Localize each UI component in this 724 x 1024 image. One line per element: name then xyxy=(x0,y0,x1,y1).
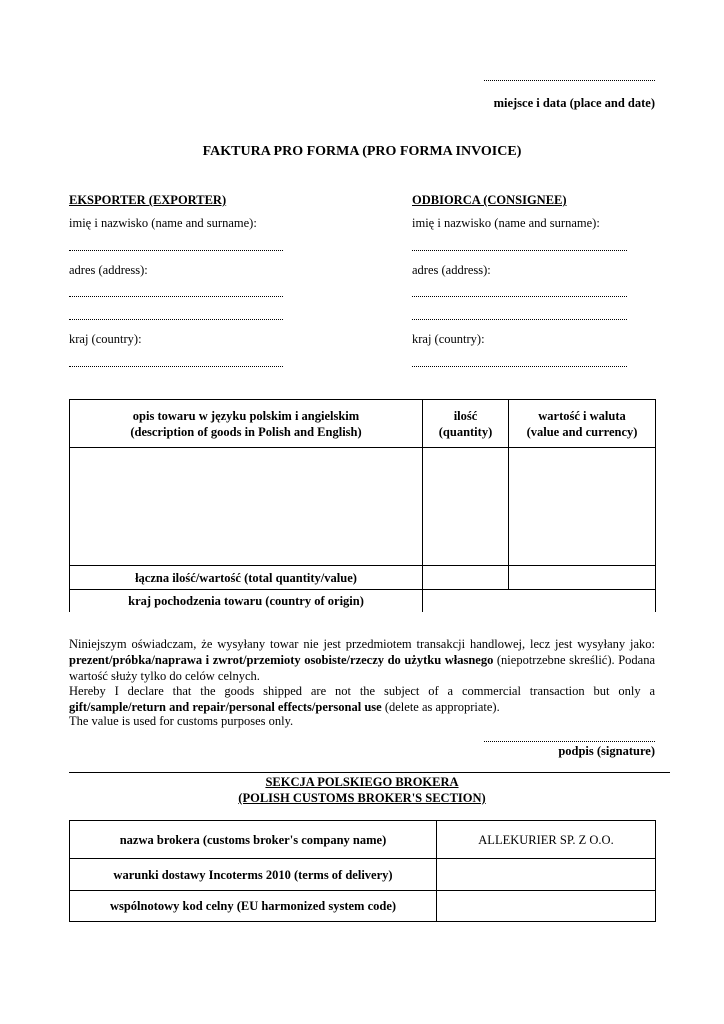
declaration-polish xyxy=(69,636,655,684)
origin-value-cell[interactable] xyxy=(423,590,655,612)
declaration-pl-text-1: Niniejszym oświadczam, że wysyłany towar nie jest przedmiotem transakcji handlowej, lecz jest wysyłany jako: xyxy=(69,637,655,651)
broker-heading-pl: SEKCJA POLSKIEGO BROKERA xyxy=(265,775,459,789)
goods-value-cell[interactable] xyxy=(509,448,655,565)
goods-header-value-line1: wartość i waluta xyxy=(538,408,626,423)
declaration-english xyxy=(69,683,655,715)
broker-heading-en: (POLISH CUSTOMS BROKER'S SECTION) xyxy=(238,791,486,805)
consignee-name-label: imię i nazwisko (name and surname): xyxy=(412,216,600,230)
consignee-heading: ODBIORCA (CONSIGNEE) xyxy=(412,193,567,207)
consignee-name-field[interactable] xyxy=(412,250,627,251)
page-title: FAKTURA PRO FORMA (PRO FORMA INVOICE) xyxy=(202,144,522,159)
broker-name-value[interactable]: ALLEKURIER SP. Z O.O. xyxy=(478,832,614,847)
exporter-country-label: kraj (country): xyxy=(69,332,142,346)
consignee-address-label: adres (address): xyxy=(412,263,491,277)
goods-header-description-line2: (description of goods in Polish and English) xyxy=(130,424,362,439)
goods-header-quantity xyxy=(423,400,508,447)
goods-header-quantity-line2: (quantity) xyxy=(438,424,493,439)
exporter-country-field[interactable] xyxy=(69,366,283,367)
place-date-field[interactable] xyxy=(484,80,655,81)
declaration-en-text-1: Hereby I declare that the goods shipped are not the subject of a commercial transaction but only a xyxy=(69,684,655,698)
section-divider xyxy=(69,772,670,773)
total-value-cell[interactable] xyxy=(509,566,655,589)
total-quantity-cell[interactable] xyxy=(423,566,508,589)
broker-row-label: nazwa brokera (customs broker's company name) xyxy=(119,832,387,847)
declaration-pl-options: prezent/próbka/naprawa i zwrot/przemioty osobiste/rzeczy do użytku własnego xyxy=(69,653,494,667)
declaration-en-options: gift/sample/return and repair/personal effects/personal use xyxy=(69,700,382,714)
table-line xyxy=(655,399,656,612)
exporter-address-field-1[interactable] xyxy=(69,296,283,297)
goods-header-value-line2: (value and currency) xyxy=(526,424,638,439)
consignee-country-label: kraj (country): xyxy=(412,332,485,346)
goods-header-value xyxy=(509,400,655,447)
signature-field[interactable] xyxy=(484,741,655,742)
place-date-label: miejsce i data (place and date) xyxy=(493,96,655,110)
goods-quantity-cell[interactable] xyxy=(423,448,508,565)
goods-description-cell[interactable] xyxy=(70,448,422,565)
broker-row-label: warunki dostawy Incoterms 2010 (terms of delivery) xyxy=(113,867,393,882)
exporter-address-field-2[interactable] xyxy=(69,319,283,320)
table-line xyxy=(655,820,656,922)
consignee-address-field-1[interactable] xyxy=(412,296,627,297)
signature-label: podpis (signature) xyxy=(558,744,655,758)
declaration-pl-text-2: (niepotrzebne skreślić). Podana wartość służy tylko do celów celnych. xyxy=(69,653,655,683)
consignee-address-field-2[interactable] xyxy=(412,319,627,320)
origin-label: kraj pochodzenia towaru (country of origin) xyxy=(128,594,364,608)
exporter-address-label: adres (address): xyxy=(69,263,148,277)
declaration-en-text-2: (delete as appropriate). xyxy=(381,700,500,714)
table-line xyxy=(69,921,656,922)
goods-header-description-line1: opis towaru w języku polskim i angielskim xyxy=(132,408,360,423)
incoterms-value[interactable] xyxy=(437,859,655,890)
consignee-country-field[interactable] xyxy=(412,366,627,367)
total-label: łączna ilość/wartość (total quantity/value) xyxy=(135,570,357,585)
exporter-name-label: imię i nazwisko (name and surname): xyxy=(69,216,257,230)
declaration-english-line2: The value is used for customs purposes only. xyxy=(69,714,294,728)
hs-code-value[interactable] xyxy=(437,891,655,921)
goods-header-quantity-line1: ilość xyxy=(453,408,478,423)
broker-row-label: wspólnotowy kod celny (EU harmonized system code) xyxy=(109,899,397,913)
exporter-name-field[interactable] xyxy=(69,250,283,251)
exporter-heading: EKSPORTER (EXPORTER) xyxy=(69,193,227,207)
goods-header-description xyxy=(70,400,422,447)
